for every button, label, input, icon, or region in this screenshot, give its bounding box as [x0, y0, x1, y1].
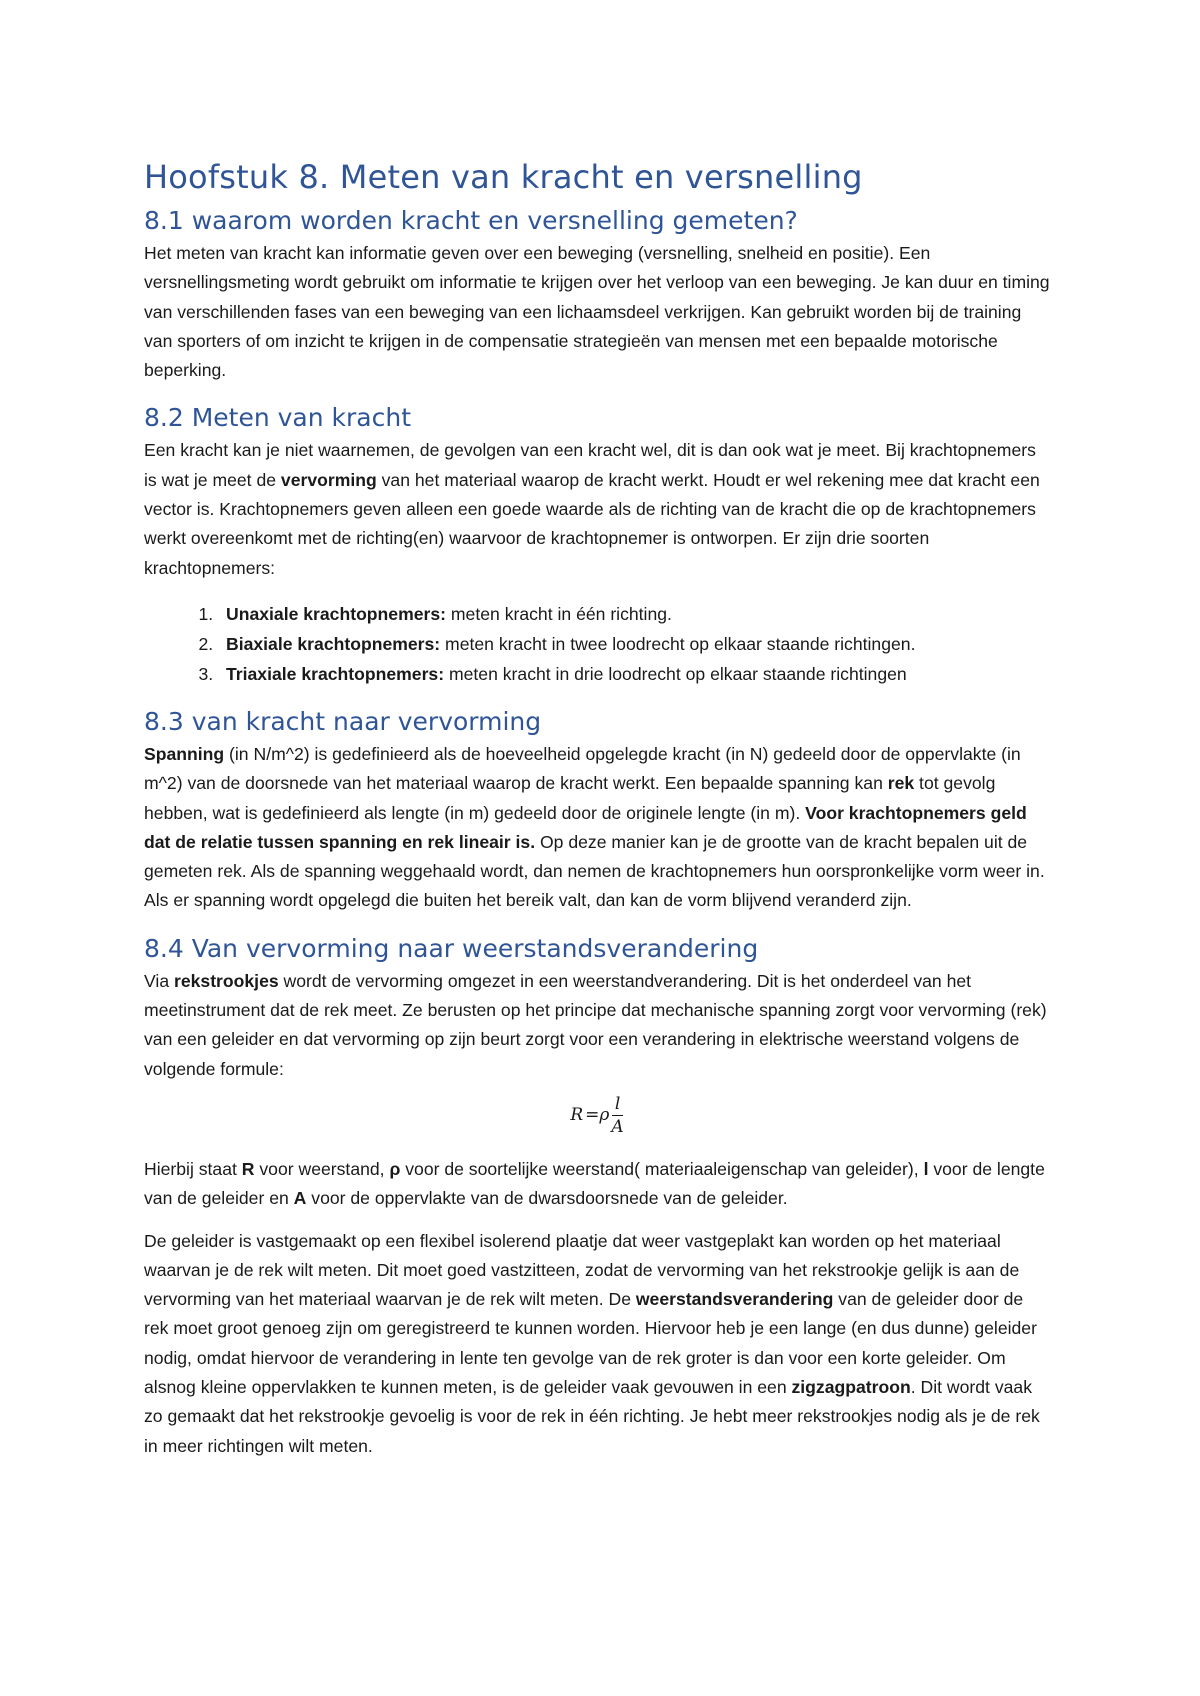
formula-fraction: $\frac{l}{A}$: [611, 1093, 624, 1137]
sensor-types-list: [144, 599, 1050, 689]
section-8-3-paragraph: Spanning (in N/m^2) is gedefinieerd als de hoeveelheid opgelegde kracht (in N) gedeeld door de oppervlakte (in m^2) van de doorsnede van het materiaal waarop de kracht werkt. Een bepaalde spanning kan rek tot gevolg hebben, wat is gedefinieerd als lengte (in m) gedeeld door de originele lengte (in m). Voor krachtopnemers geld dat de relatie tussen spanning en rek lineair is. Op deze manier kan je de grootte van de kracht bepalen uit de gemeten rek. Als de spanning weggehaald wordt, dan nemen de krachtopnemers hun oorspronkelijke vorm weer in. Als er spanning wordt opgelegd die buiten het bereik valt, dan kan de vorm blijvend veranderd zijn.: [144, 743, 1045, 911]
section-8-4-paragraph: Via rekstrookjes wordt de vervorming omgezet in een weerstandverandering. Dit is het onderdeel van het meetinstrument dat de rek meet. Ze berusten op het principe dat mechanische spanning zorgt voor vervorming (rek) van een geleider en dat vervorming op zijn beurt zorgt voor een verandering in elektrische weerstand volgens de volgende formule:: [144, 970, 1047, 1079]
list-item: 3. Triaxiale krachtopnemers: meten kracht in drie loodrecht op elkaar staande richtingen: [218, 659, 1050, 689]
section-8-1-heading: 8.1 waarom worden kracht en versnelling gemeten?: [144, 206, 798, 235]
page-title: Hoofstuk 8. Meten van kracht en versnelling: [144, 158, 863, 196]
section-8-3-heading: 8.3 van kracht naar vervorming: [144, 706, 542, 736]
section-8-4-heading: 8.4 Van vervorming naar weerstandsverandering: [144, 933, 759, 963]
list-item: 1. Unaxiale krachtopnemers: meten kracht in één richting.: [218, 599, 1050, 629]
resistance-formula: R = ρ $\frac{l}{A}$: [570, 1093, 624, 1137]
section-8-2-heading: 8.2 Meten van kracht: [144, 403, 412, 433]
section-8-2-paragraph: Een kracht kan je niet waarnemen, de gevolgen van een kracht wel, dit is dan ook wat je meet. Bij krachtopnemers is wat je meet de vervorming van het materiaal waarop de kracht werkt. Houdt er wel rekening mee dat kracht een vector is. Krachtopnemers geven alleen een goede waarde als de richting van de kracht die op de krachtopnemers werkt overeenkomt met de richting(en) waarvoor de krachtopnemer is ontworpen. Er zijn drie soorten krachtopnemers:: [144, 440, 1040, 578]
formula-explanation: Hierbij staat R voor weerstand, ρ voor de soortelijke weerstand( materiaaleigenschap van geleider), l voor de lengte van de geleider en A voor de oppervlakte van de dwarsdoorsnede van de geleider.: [144, 1158, 1045, 1209]
list-item: 2. Biaxiale krachtopnemers: meten kracht in twee loodrecht op elkaar staande richtingen.: [218, 629, 1050, 659]
section-8-1-paragraph: Het meten van kracht kan informatie geven over een beweging (versnelling, snelheid en positie). Een versnellingsmeting wordt gebruikt om informatie te krijgen over het verloop van een beweging. Je kan duur en timing van verschillenden fases van een beweging van een lichaamsdeel verkrijgen. Kan gebruikt worden bij de training van sporters of om inzicht te krijgen in de compensatie strategieën van mensen met een bepaalde motorische beperking.: [144, 243, 1050, 381]
conductor-paragraph: De geleider is vastgemaakt op een flexibel isolerend plaatje dat weer vastgeplakt kan worden op het materiaal waarvan je de rek wilt meten. Dit moet goed vastzitteen, zodat de vervorming van het rekstrookje gelijk is aan de vervorming van het materiaal waarvan je de rek wilt meten. De weerstandsverandering van de geleider door de rek moet groot genoeg zijn om geregistreerd te kunnen worden. Hiervoor heb je een lange (en dus dunne) geleider nodig, omdat hiervoor de verandering in lente ten gevolge van de rek groter is dan voor een korte geleider. Om alsnog kleine oppervlakken te kunnen meten, is de geleider vaak gevouwen in een zigzagpatroon. Dit wordt vaak zo gemaakt dat het rekstrookje gevoelig is voor de rek in één richting. Je hebt meer rekstrookjes nodig als je de rek in meer richtingen wilt meten.: [144, 1230, 1040, 1456]
